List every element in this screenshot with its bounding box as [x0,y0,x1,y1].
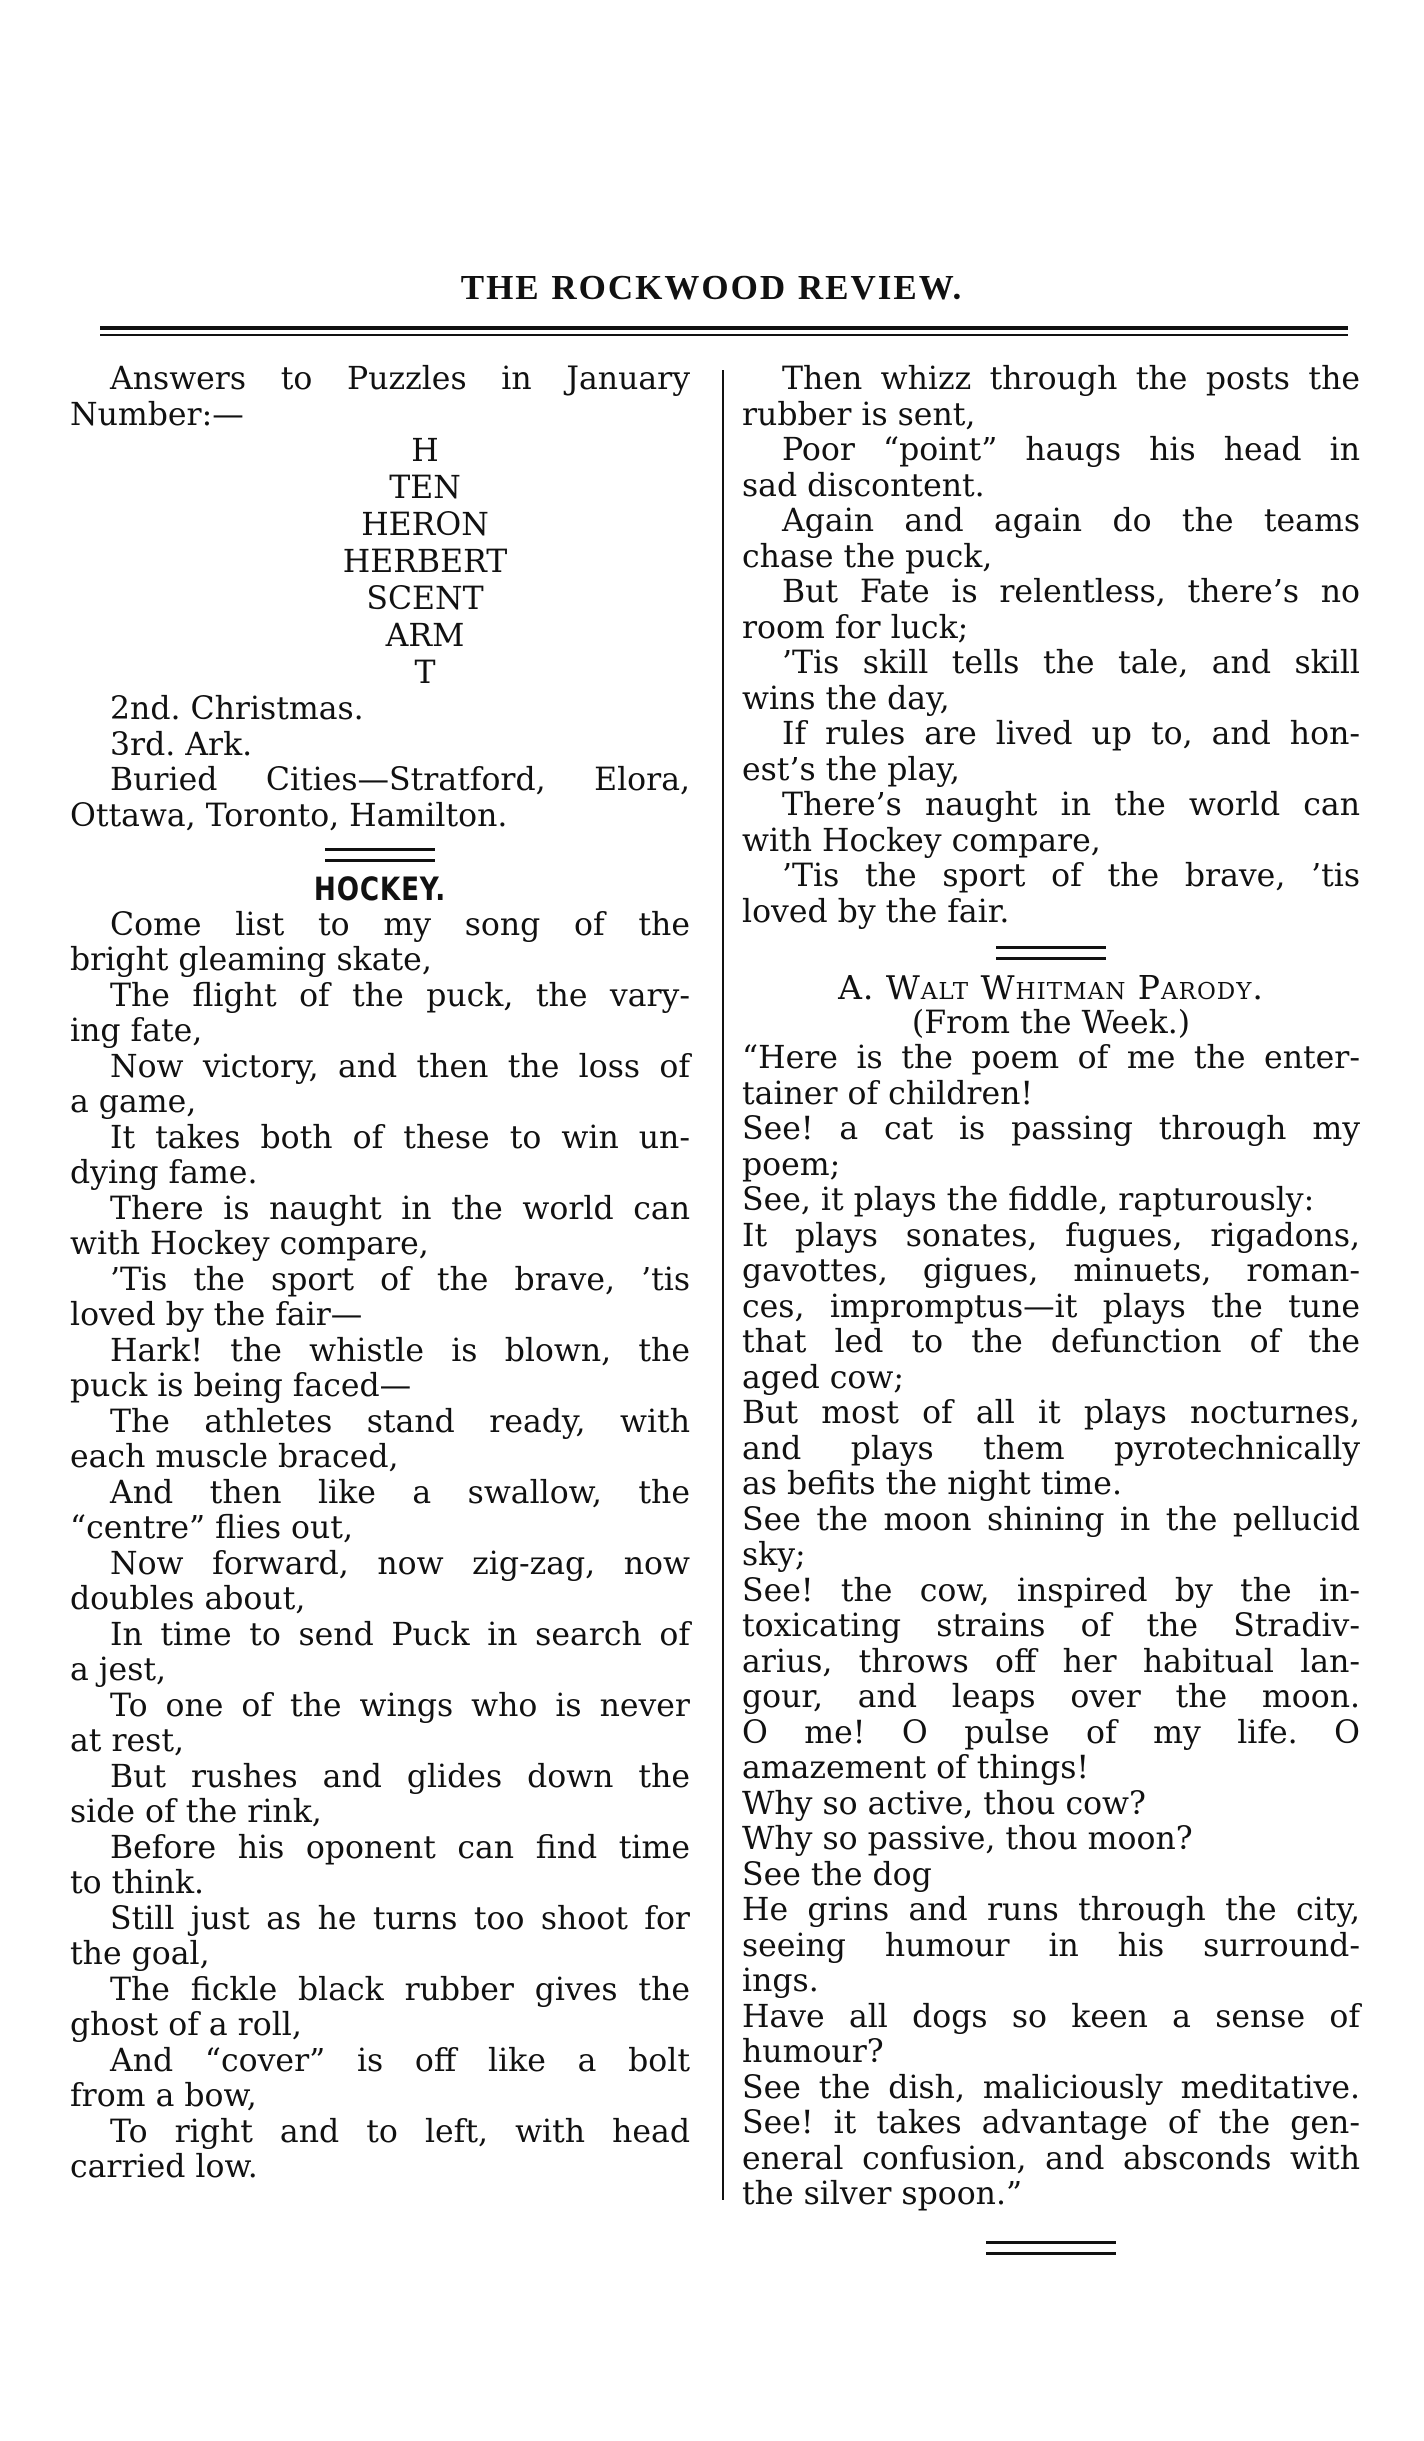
poem-line: Then whizz through the posts the [782,361,1360,397]
poem-line: To one of the wings who is never [110,1687,690,1724]
poem-line: Poor “point” haugs his head in [782,432,1360,468]
poem-line: See, it plays the fiddle, rapturously: [742,1182,1315,1218]
poem-line: aged cow; [742,1359,904,1396]
poem-line: Have all dogs so keen a sense of [742,1998,1360,2035]
poem-line: The fickle black rubber gives the [110,1971,690,2008]
poem-line: at rest, [70,1723,184,1759]
poem-line: In time to send Puck in search of [110,1616,690,1653]
poem-line: And then like a swallow, the [110,1474,690,1511]
page-header-title: THE ROCKWOOD REVIEW. [460,268,964,307]
pyramid-line: H [411,433,439,469]
poem-line: sad discontent. [742,467,985,504]
parody-title: A. Walt Whitman Parody. [838,968,1264,1007]
poem-line: room for luck; [742,609,969,646]
poem-line: the silver spoon.” [742,2176,1023,2212]
poem-line: side of the rink, [70,1794,322,1830]
poem-line: loved by the fair. [742,893,1010,930]
poem-line: doubles about, [70,1581,306,1617]
pyramid-line: ARM [385,618,465,654]
poem-line: ings. [742,1963,819,1999]
poem-line: rubber is sent, [742,396,976,433]
poem-line: puck is being faced— [70,1368,412,1404]
poem-line: If rules are lived up to, and hon- [782,716,1360,752]
poem-line: The athletes stand ready, with [110,1403,690,1440]
buried-cities-line-1: Buried Cities—Stratford, Elora, [110,762,690,798]
poem-line: See! a cat is passing through my [742,1111,1360,1147]
poem-line: To right and to left, with head [110,2113,690,2150]
poem-line: dying fame. [70,1155,258,1191]
pyramid-line: SCENT [366,581,484,617]
poem-line: But rushes and glides down the [110,1758,690,1795]
poem-line: bright gleaming skate, [70,942,432,978]
hockey-poem-part-2 [742,362,1360,930]
poem-line: See the dish, maliciously meditative. [742,2069,1360,2106]
section-divider [996,946,1106,960]
poem-line: wins the day, [742,680,950,717]
poem-line: arius, throws off her habitual lan- [742,1643,1360,1680]
poem-line: Why so active, thou cow? [742,1785,1146,1822]
poem-line: Why so passive, thou moon? [742,1821,1193,1857]
poem-line: ’Tis the sport of the brave, ’tis [110,1261,690,1298]
poem-line: poem; [742,1146,841,1183]
header-rule-bottom [100,334,1348,336]
poem-line: It plays sonates, fugues, rigadons, [742,1217,1360,1254]
header-rule-top [100,326,1348,330]
poem-line: “Here is the poem of me the enter- [742,1040,1360,1076]
pyramid-line: TEN [389,470,461,506]
poem-line: There’s naught in the world can [782,787,1360,823]
poem-line: See! the cow, inspired by the in- [742,1572,1360,1609]
poem-line: from a bow, [70,2078,257,2114]
buried-cities-line-2: Ottawa, Toronto, Hamilton. [70,797,508,834]
poem-line: See the dog [742,1856,932,1893]
parody-poem [742,1041,1360,2213]
poem-line: a game, [70,1084,197,1120]
poem-line: humour? [742,2034,884,2070]
poem-line: See! it takes advantage of the gen- [742,2105,1360,2141]
poem-line: ces, impromptus—it plays the tune [742,1288,1360,1325]
end-divider [986,2241,1116,2255]
poem-line: carried low. [70,2149,258,2185]
poem-line: Again and again do the teams [782,503,1360,539]
poem-line: Before his oponent can find time [110,1829,690,1866]
poem-line: gavottes, gigues, minuets, roman- [742,1253,1360,1289]
answers-pyramid [70,433,690,692]
left-column [70,362,690,2186]
poem-line: each muscle braced, [70,1439,399,1475]
right-column [742,362,1360,2255]
section-divider [325,848,435,862]
pyramid-line: HERON [361,507,489,543]
poem-line: ing fate, [70,1013,203,1049]
poem-line: sky; [742,1537,806,1573]
poem-line: and plays them pyrotechnically [742,1430,1360,1467]
hockey-title: HOCKEY. [313,870,447,908]
poem-line: There is naught in the world can [110,1190,690,1227]
answers-intro-line-2: Number:— [70,396,244,433]
poem-line: See the moon shining in the pellucid [742,1501,1360,1538]
poem-line: He grins and runs through the city, [742,1892,1360,1928]
poem-line: as befits the night time. [742,1466,1122,1502]
answers-intro-line-1: Answers to Puzzles in January [110,361,690,397]
poem-line: Hark! the whistle is blown, the [110,1332,690,1369]
parody-subtitle: (From the Week.) [911,1004,1191,1041]
poem-line: chase the puck, [742,538,993,575]
poem-line: with Hockey compare, [742,822,1101,859]
poem-line: est’s the play, [742,751,960,788]
poem-line: Now forward, now zig-zag, now [110,1545,690,1582]
poem-line: “centre” flies out, [70,1510,353,1546]
pyramid-line: HERBERT [342,544,508,580]
poem-line: the goal, [70,1936,210,1972]
poem-line: And “cover” is off like a bolt [110,2042,690,2079]
poem-line: Come list to my song of the [110,906,690,943]
poem-line: with Hockey compare, [70,1226,429,1262]
poem-line: O me! O pulse of my life. O [742,1714,1360,1751]
poem-line: But most of all it plays nocturnes, [742,1395,1360,1431]
poem-line: ’Tis skill tells the tale, and skill [782,645,1360,681]
poem-line: ’Tis the sport of the brave, ’tis [782,858,1360,894]
hockey-poem-part-1 [70,908,690,2186]
poem-line: loved by the fair— [70,1297,363,1333]
poem-line: eneral confusion, and absconds with [742,2140,1360,2177]
poem-line: Still just as he turns too shoot for [110,1900,690,1937]
poem-line: toxicating strains of the Stradiv- [742,1608,1360,1644]
poem-line: It takes both of these to win un- [110,1119,690,1156]
poem-line: amazement of things! [742,1750,1090,1786]
pyramid-line: T [414,655,436,691]
answer-second: 2nd. Christmas. [110,691,364,727]
poem-line: to think. [70,1865,205,1901]
poem-line: Now victory, and then the loss of [110,1048,690,1085]
column-divider [722,370,724,2200]
poem-line: The flight of the puck, the vary- [110,977,690,1014]
answer-third: 3rd. Ark. [110,726,253,763]
poem-line: a jest, [70,1652,167,1688]
poem-line: But Fate is relentless, there’s no [782,574,1360,610]
poem-line: gour, and leaps over the moon. [742,1679,1360,1715]
poem-line: tainer of children! [742,1075,1034,1112]
poem-line: ghost of a roll, [70,2007,302,2043]
poem-line: that led to the defunction of the [742,1324,1360,1360]
poem-line: seeing humour in his surround- [742,1927,1360,1964]
